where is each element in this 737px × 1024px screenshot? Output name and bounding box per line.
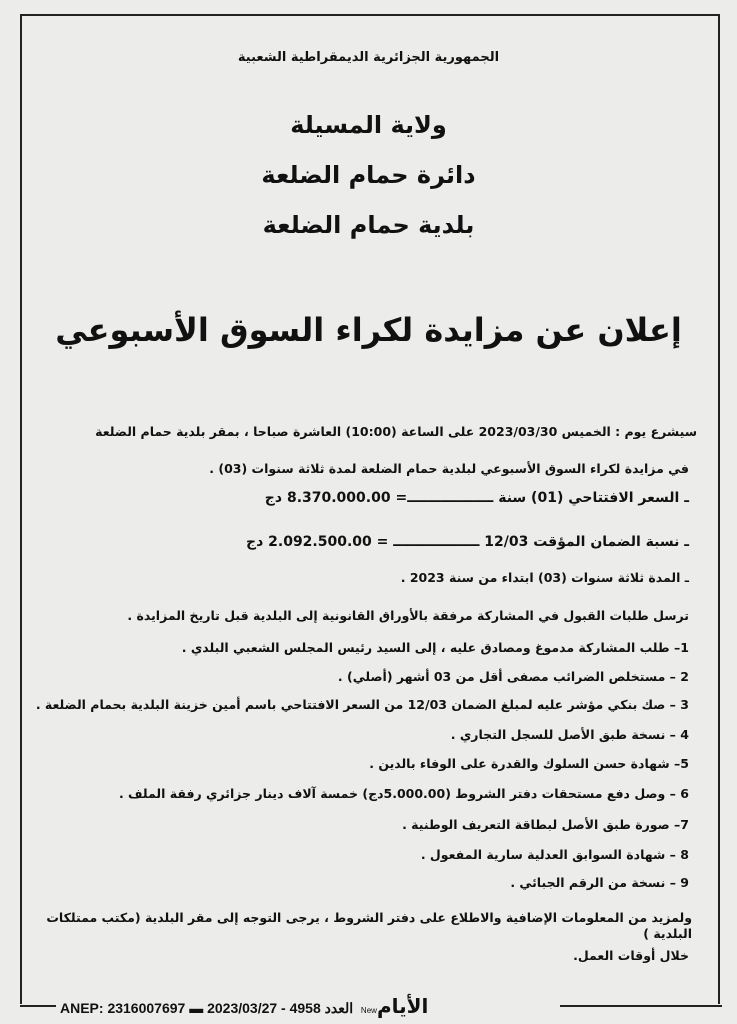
guarantee-amount: ـ نسبة الضمان المؤقت 12/03 ــــــــــــــــــ = 2.092.500.00 دج: [245, 534, 689, 550]
footer-rule: [560, 1005, 722, 1007]
municipality-heading: بلدية حمام الضلعة: [262, 211, 475, 239]
requirement-item: 1– طلب المشاركة مدموغ ومصادق عليه ، إلى السيد رئيس المجلس الشعبي البلدي .: [181, 640, 689, 655]
announcement-title: إعلان عن مزايدة لكراء السوق الأسبوعي: [55, 311, 682, 349]
opening-price: ـ السعر الافتتاحي (01) سنة ــــــــــــــــــ= 8.370.000.00 دج: [264, 490, 689, 506]
province-heading: ولاية المسيلة: [290, 111, 447, 139]
requirement-item: 8 – شهادة السوابق العدلية سارية المفعول .: [420, 847, 689, 862]
requirement-item: 6 – وصل دفع مستحقات دفتر الشروط (5.000.00دج) خمسة آلاف دينار جزائري رفقة الملف .: [118, 786, 689, 801]
requirement-item: 5– شهادة حسن السلوك والقدرة على الوفاء بالدين .: [369, 756, 689, 771]
intro-line-1: سيشرع يوم : الخميس 2023/03/30 على الساعة (10:00) العاشرة صباحا ، بمقر بلدية حمام الضلعة: [95, 424, 697, 439]
intro-line-2: في مزايدة لكراء السوق الأسبوعي لبلدية حمام الضلعة لمدة ثلاثة سنوات (03) .: [209, 461, 689, 476]
closing-line-1: ولمزيد من المعلومات الإضافية والاطلاع على دفتر الشروط ، يرجى التوجه إلى مقر البلدية (مكتب ممتلكات البلدية ): [46, 910, 692, 941]
requirement-item: 2 – مستخلص الضرائب مصفى أقل من 03 أشهر (أصلي) .: [337, 669, 689, 684]
requirement-item: 7– صورة طبق الأصل لبطاقة التعريف الوطنية .: [402, 817, 689, 832]
district-heading: دائرة حمام الضلعة: [261, 161, 476, 189]
newspaper-logo: الأيام: [376, 994, 429, 1018]
newspaper-footer: [0, 994, 737, 1018]
requirement-item: 9 – نسخة من الرقم الجبائي .: [510, 875, 689, 890]
closing-line-2: خلال أوقات العمل.: [573, 948, 689, 963]
requirement-item: 3 – صك بنكي مؤشر عليه لمبلغ الضمان 12/03 من السعر الافتتاحي باسم أمين خزينة البلدية بحمام الضلعة .: [35, 697, 689, 712]
footer-text: ANEP: 2316007697 ▬ 2023/03/27 - 4958 العدد Newالأيام: [60, 994, 429, 1018]
issue-date-number: 2023/03/27 - 4958 العدد: [207, 1000, 354, 1016]
footer-rule: [20, 1005, 56, 1007]
new-badge: New: [360, 1006, 377, 1015]
requirement-item: 4 – نسخة طبق الأصل للسجل التجاري .: [450, 727, 689, 742]
country-header: الجمهورية الجزائرية الديمقراطية الشعبية: [237, 50, 500, 65]
requirements-intro: ترسل طلبات القبول في المشاركة مرفقة بالأوراق القانونية إلى البلدية قبل تاريخ المزايدة .: [127, 608, 689, 623]
duration: ـ المدة ثلاثة سنوات (03) ابتداء من سنة 2023 .: [400, 570, 689, 585]
anep-number: ANEP: 2316007697: [60, 1000, 186, 1016]
